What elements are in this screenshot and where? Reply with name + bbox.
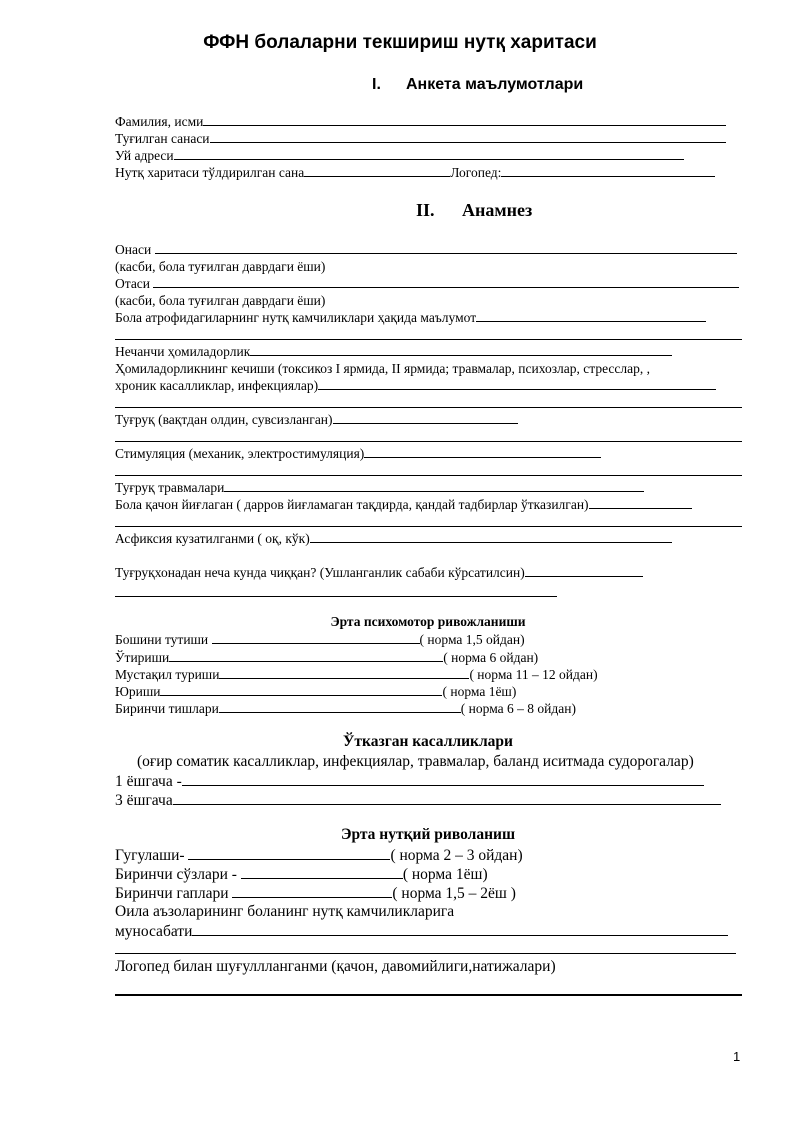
filled-date-field[interactable] bbox=[304, 164, 450, 177]
page-title: ФФН болаларни текшириш нутқ харитаси bbox=[203, 32, 597, 53]
mother-note: (касби, бола туғилган даврдаги ёши) bbox=[115, 259, 326, 274]
birth-trauma-line bbox=[115, 479, 644, 496]
diseases-title: Ўтказган касалликлари bbox=[343, 733, 513, 750]
psychomotor-title: Эрта психомотор ривожланиши bbox=[330, 614, 526, 629]
surname-label: Фамилия, исми bbox=[115, 114, 204, 129]
cooing-line bbox=[115, 845, 523, 865]
birth-line bbox=[115, 411, 518, 428]
year3-field[interactable] bbox=[173, 790, 721, 805]
section-1-title: Анкета маълумотлари bbox=[406, 76, 584, 93]
psychomotor-label: Биринчи тишлари bbox=[115, 701, 219, 716]
psychomotor-field[interactable] bbox=[160, 683, 442, 696]
psychomotor-norm: ( норма 1ёш) bbox=[442, 684, 517, 699]
year1-line bbox=[115, 771, 704, 791]
family-attitude-line-2 bbox=[115, 921, 728, 941]
stimulation-label: Стимуляция (механик, электростимуляция) bbox=[115, 446, 365, 461]
first-phrases-label: Биринчи гаплари bbox=[115, 885, 233, 902]
father-note: (касби, бола туғилган даврдаги ёши) bbox=[115, 293, 326, 308]
asphyxia-field[interactable] bbox=[310, 530, 672, 543]
family-attitude-label: муносабати bbox=[115, 923, 193, 940]
stimulation-field[interactable] bbox=[364, 445, 601, 458]
logoped-label: Логопед: bbox=[450, 165, 502, 180]
page-number: 1 bbox=[733, 1049, 741, 1064]
father-field[interactable] bbox=[153, 275, 739, 288]
birth-label: Туғруқ (вақтдан олдин, сувсизланган) bbox=[115, 412, 333, 427]
section-2-title: Анамнез bbox=[462, 200, 533, 220]
relatives-label: Бола атрофидагиларнинг нутқ камчиликлари ҳақида маълумот bbox=[115, 310, 477, 325]
psychomotor-norm: ( норма 6 ойдан) bbox=[443, 650, 539, 665]
surname-line bbox=[115, 113, 726, 130]
asphyxia-line bbox=[115, 530, 672, 547]
relatives-extra-line[interactable] bbox=[115, 339, 742, 340]
psychomotor-label: Ўтириши bbox=[115, 650, 170, 665]
discharge-label: Туғруқхонадан неча кунда чиққан? (Ушланганлик сабаби кўрсатилсин) bbox=[115, 565, 525, 580]
psychomotor-row bbox=[115, 700, 576, 717]
birth-date-line bbox=[115, 130, 726, 147]
relatives-field[interactable] bbox=[476, 309, 706, 322]
father-line bbox=[115, 275, 739, 292]
year3-label: 3 ёшгача bbox=[115, 792, 173, 809]
first-phrases-line bbox=[115, 883, 516, 903]
discharge-field[interactable] bbox=[525, 564, 643, 577]
surname-field[interactable] bbox=[203, 113, 726, 126]
section-1-heading bbox=[372, 76, 583, 94]
first-phrases-norm: ( норма 1,5 – 2ёш ) bbox=[392, 885, 516, 902]
psychomotor-field[interactable] bbox=[219, 700, 461, 713]
year3-line bbox=[115, 790, 721, 810]
first-words-field[interactable] bbox=[241, 864, 403, 879]
discharge-line bbox=[115, 564, 643, 581]
father-label: Отаси bbox=[115, 276, 151, 291]
pregnancy-course-line: Ҳомиладорликнинг кечиши (токсикоз I ярмида, II ярмида; травмалар, психозлар, стресслар, , bbox=[115, 361, 650, 376]
psychomotor-field[interactable] bbox=[169, 649, 443, 662]
stimulation-line bbox=[115, 445, 601, 462]
family-attitude-line: Оила аъзоларининг боланинг нутқ камчиликларига bbox=[115, 903, 455, 920]
birth-trauma-field[interactable] bbox=[224, 479, 644, 492]
logoped-work-field[interactable] bbox=[115, 994, 742, 996]
logoped-work-label: Логопед билан шуғуллланганми (қачон, давомийлиги,натижалари) bbox=[115, 958, 556, 975]
address-field[interactable] bbox=[174, 147, 684, 160]
pregnancy-num-line bbox=[115, 343, 672, 360]
cooing-field[interactable] bbox=[188, 845, 390, 860]
logoped-field[interactable] bbox=[501, 164, 715, 177]
pregnancy-course-line-2 bbox=[115, 377, 716, 394]
mother-line bbox=[115, 241, 737, 258]
birth-field[interactable] bbox=[333, 411, 518, 424]
birth-extra-line[interactable] bbox=[115, 441, 742, 442]
family-attitude-field[interactable] bbox=[192, 921, 728, 936]
diseases-note: (оғир соматик касалликлар, инфекциялар, травмалар, баланд иситмада судорогалар) bbox=[137, 753, 694, 770]
section-2-number: II. bbox=[416, 200, 435, 220]
psychomotor-norm: ( норма 1,5 ойдан) bbox=[419, 632, 525, 647]
section-2-heading bbox=[416, 200, 532, 221]
filled-date-line bbox=[115, 164, 715, 181]
psychomotor-label: Юриши bbox=[115, 684, 161, 699]
pregnancy-course-field[interactable] bbox=[318, 377, 716, 390]
birth-date-label: Туғилган санаси bbox=[115, 131, 210, 146]
cry-label: Бола қачон йиғлаган ( дарров йиғламаган тақдирда, қандай тадбирлар ўтказилган) bbox=[115, 497, 589, 512]
psychomotor-norm: ( норма 6 – 8 ойдан) bbox=[460, 701, 576, 716]
discharge-extra-line[interactable] bbox=[115, 596, 557, 597]
address-label: Уй адреси bbox=[115, 148, 174, 163]
psychomotor-label: Мустақил туриши bbox=[115, 667, 220, 682]
first-words-label: Биринчи сўзлари - bbox=[115, 866, 241, 883]
stimulation-extra-line[interactable] bbox=[115, 475, 742, 476]
filled-date-label: Нутқ харитаси тўлдирилган сана bbox=[115, 165, 305, 180]
psychomotor-field[interactable] bbox=[219, 666, 469, 679]
pregnancy-course-label: хроник касалликлар, инфекциялар) bbox=[115, 378, 319, 393]
year1-label: 1 ёшгача - bbox=[115, 773, 182, 790]
first-phrases-field[interactable] bbox=[232, 883, 392, 898]
psychomotor-row bbox=[115, 666, 598, 683]
psychomotor-row bbox=[115, 631, 525, 648]
family-attitude-extra-line[interactable] bbox=[115, 953, 736, 954]
address-line bbox=[115, 147, 684, 164]
mother-label: Онаси bbox=[115, 242, 152, 257]
psychomotor-norm: ( норма 11 – 12 ойдан) bbox=[469, 667, 598, 682]
speech-title: Эрта нутқий риволаниш bbox=[340, 826, 516, 843]
psychomotor-row bbox=[115, 683, 516, 700]
first-words-norm: ( норма 1ёш) bbox=[402, 866, 488, 883]
cry-extra-line[interactable] bbox=[115, 526, 742, 527]
pregnancy-num-label: Нечанчи ҳомиладорлик bbox=[115, 344, 251, 359]
psychomotor-row bbox=[115, 649, 538, 666]
section-1-number: I. bbox=[372, 76, 381, 93]
first-words-line bbox=[115, 864, 488, 884]
pregnancy-num-field[interactable] bbox=[250, 343, 672, 356]
asphyxia-label: Асфиксия кузатилганми ( оқ, кўк) bbox=[115, 531, 310, 546]
cry-line bbox=[115, 496, 692, 513]
relatives-line bbox=[115, 309, 706, 326]
cooing-norm: ( норма 2 – 3 ойдан) bbox=[390, 847, 523, 864]
cooing-label: Гугулаши- bbox=[115, 847, 189, 864]
psychomotor-field[interactable] bbox=[212, 631, 420, 644]
pregnancy-extra-line[interactable] bbox=[115, 407, 742, 408]
year1-field[interactable] bbox=[182, 771, 704, 786]
cry-field[interactable] bbox=[589, 496, 692, 509]
mother-field[interactable] bbox=[155, 241, 737, 254]
psychomotor-label: Бошини тутиши bbox=[115, 632, 212, 647]
birth-date-field[interactable] bbox=[210, 130, 726, 143]
birth-trauma-label: Туғруқ травмалари bbox=[115, 480, 225, 495]
